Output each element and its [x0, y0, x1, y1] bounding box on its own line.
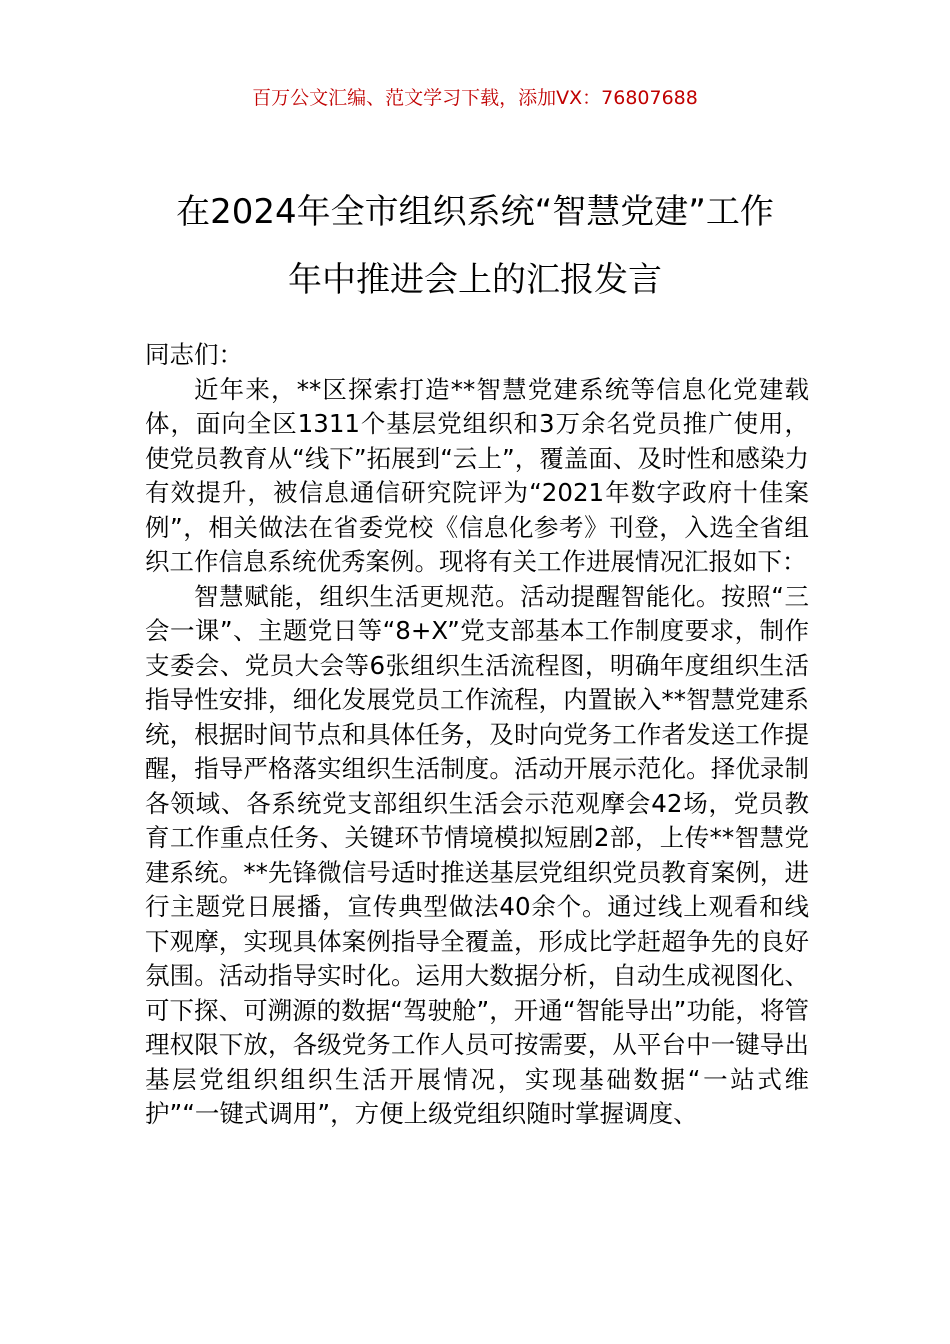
salutation: 同志们： [145, 340, 243, 369]
paragraph-smart-empowerment: 智慧赋能，组织生活更规范。活动提醒智能化。按照“三会一课”、主题党日等“8+X”党支部基本工作制度要求，制作支委会、党员大会等6张组织生活流程图，明确年度组织生活指导性安排，细化发展党员工作流程，内置嵌入**智慧党建系统，根据时间节点和具体任务，及时向党务工作者发送工作提醒，指导严格落实组织生活制度。活动开展示范化。择优录制各领域、各系统党支部组织生活会示范观摩会42场，党员教育工作重点任务、关键环节情境模拟短剧2部，上传**智慧党建系统。**先锋微信号适时推送基层党组织党员教育案例，进行主题党日展播，宣传典型做法40余个。通过线上观看和线下观摩，实现具体案例指导全覆盖，形成比学赶超争先的良好氛围。活动指导实时化。运用大数据分析，自动生成视图化、可下探、可溯源的数据“驾驶舱”，开通“智能导出”功能，将管理权限下放，各级党务工作人员可按需要，从平台中一键导出基层党组织组织生活开展情况，实现基础数据“一站式维护”“一键式调用”，方便上级党组织随时掌握调度、 [145, 581, 809, 1128]
page-title [140, 178, 810, 314]
paragraph-intro: 近年来，**区探索打造**智慧党建系统等信息化党建载体，面向全区1311个基层党组织和3万余名党员推广使用，使党员教育从“线下”拓展到“云上”，覆盖面、及时性和感染力有效提升，被信息通信研究院评为“2021年数字政府十佳案例”，相关做法在省委党校《信息化参考》刊登，入选全省组织工作信息系统优秀案例。现将有关工作进展情况汇报如下： [145, 374, 809, 576]
header-note: 百万公文汇编、范文学习下载，添加VX：76807688 [252, 87, 698, 109]
title-line-2: 年中推进会上的汇报发言 [288, 260, 662, 300]
title-line-1: 在2024年全市组织系统“智慧党建”工作 [176, 192, 774, 232]
document-body [145, 338, 809, 1132]
